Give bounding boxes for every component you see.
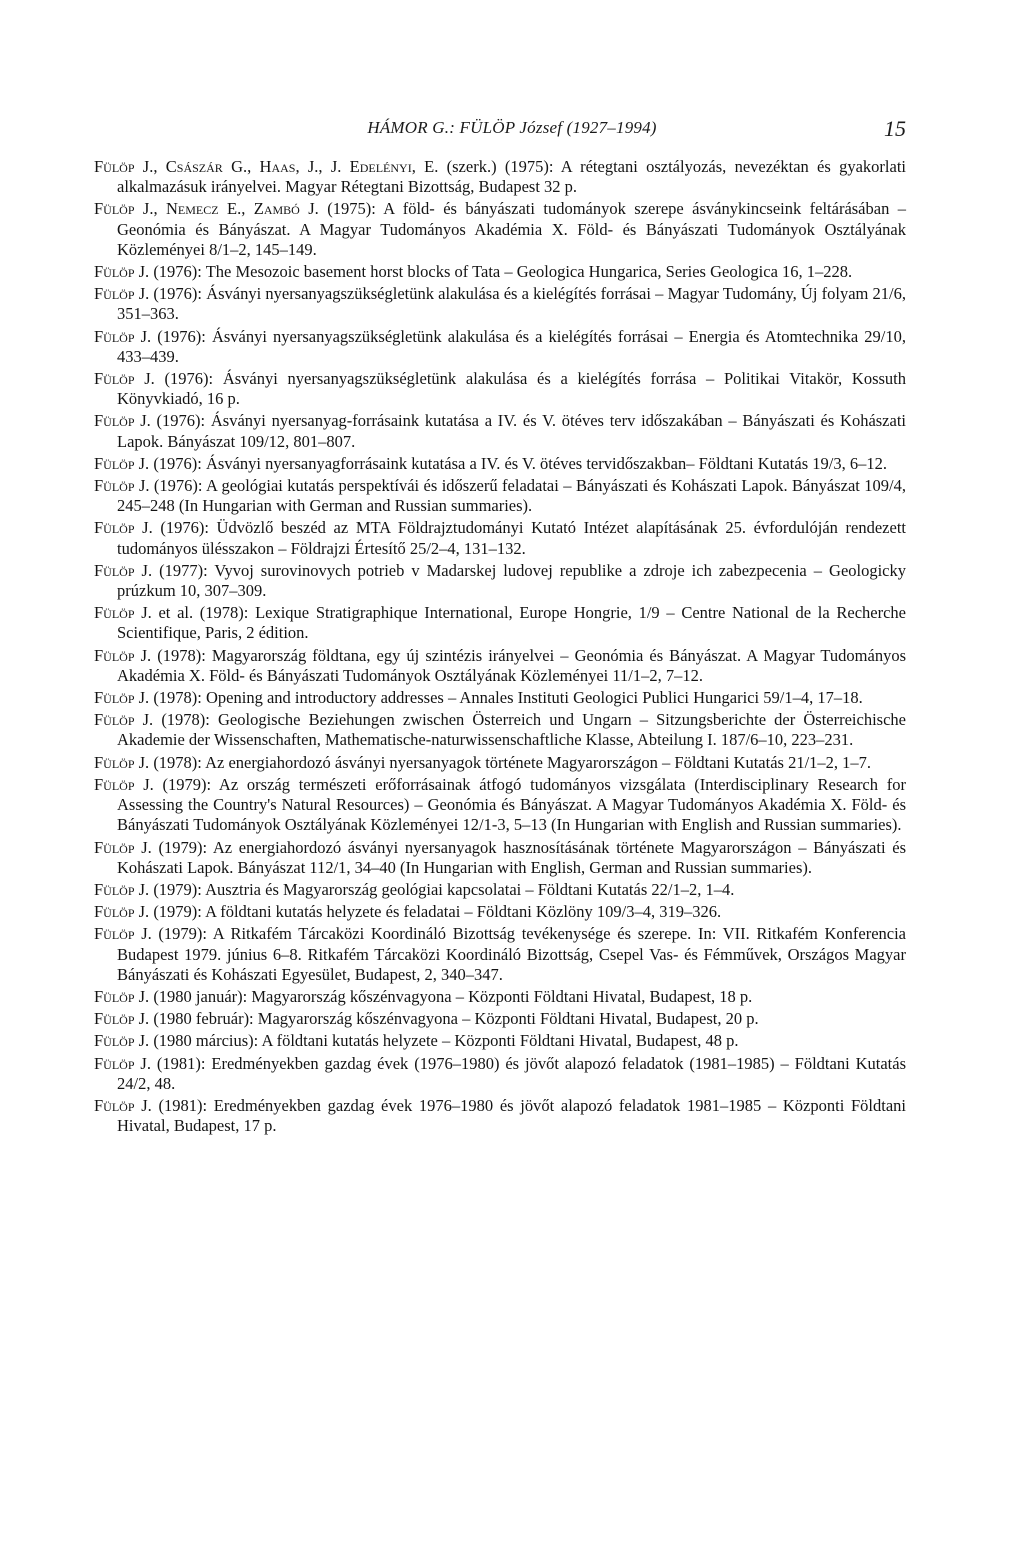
reference-author: Fülöp J. — [94, 688, 150, 708]
reference-author: Fülöp J. — [94, 262, 150, 282]
reference-entry — [94, 753, 906, 773]
reference-text: (1977): Vyvoj surovinovych potrieb v Madarskej ludovej republike a zdroje ich zabezpecenia – Geologicky prúzkum 10, 307–309. — [117, 560, 907, 601]
reference-author: Fülöp J. — [94, 879, 150, 899]
reference-text: (1976): Ásványi nyersanyag-forrásaink kutatása a IV. és V. ötéves terv időszakában – Bányászati és Kohászati Lapok. Bányászat 109/12, 801–807. — [117, 411, 906, 451]
reference-author: Fülöp J. — [94, 645, 152, 665]
reference-entry — [94, 924, 906, 985]
reference-author: Fülöp J., Császár G., Haas, J., J. Edelényi, E. — [94, 157, 439, 176]
reference-entry — [94, 1009, 906, 1029]
reference-text: (1980 február): Magyarország kőszénvagyona – Központi Földtani Hivatal, Budapest, 20 p. — [149, 1009, 759, 1029]
reference-entry — [94, 902, 906, 922]
reference-author: Fülöp J. — [94, 603, 152, 623]
reference-author: Fülöp J. — [94, 518, 153, 538]
reference-author: Fülöp J. — [94, 326, 152, 346]
reference-text: (1978): Opening and introductory addresses – Annales Instituti Geologici Publici Hungarici 59/1–4, 17–18. — [149, 688, 863, 708]
reference-entry — [94, 284, 906, 324]
reference-author: Fülöp J. — [94, 710, 154, 730]
reference-entry — [94, 157, 906, 197]
running-title: HÁMOR G.: FÜLÖP József (1927–1994) — [367, 118, 657, 137]
reference-author: Fülöp J. — [94, 476, 150, 496]
page-number: 15 — [884, 116, 906, 141]
reference-text: (1981): Eredményekben gazdag évek 1976–1980 és jövőt alapozó feladatok 1981–1985 – Központi Földtani Hivatal, Budapest, 17 p. — [117, 1095, 907, 1136]
reference-author: Fülöp J. — [94, 411, 151, 431]
reference-text: (1978): Az energiahordozó ásványi nyersanyagok története Magyarországon – Földtani Kutatás 21/1–2, 1–7. — [149, 752, 872, 772]
reference-text: (1976): A geológiai kutatás perspektívái és időszerű feladatai – Bányászati és Kohászati Lapok. Bányászat 109/4, 245–248 (In Hungarian with German and Russian summaries). — [117, 476, 907, 516]
reference-entry — [94, 262, 906, 282]
reference-text: (1980 január): Magyarország kőszénvagyona – Központi Földtani Hivatal, Budapest, 18 p. — [149, 986, 753, 1006]
reference-entry — [94, 710, 906, 750]
reference-author: Fülöp J. — [94, 1009, 150, 1029]
reference-text: (1981): Eredményekben gazdag évek (1976–1980) és jövőt alapozó feladatok (1981–1985) – Földtani Kutatás 24/2, 48. — [117, 1053, 906, 1093]
reference-text: (1976): Üdvözlő beszéd az MTA Földrajztudományi Kutató Intézet alapításának 25. évfordulóján rendezett tudományos ülésszakon – Földrajzi Értesítő 25/2–4, 131–132. — [117, 518, 906, 558]
reference-entry — [94, 518, 906, 558]
reference-entry — [94, 1054, 906, 1094]
reference-entry — [94, 476, 906, 516]
reference-author: Fülöp J. — [94, 837, 152, 857]
reference-text: (1978): Magyarország földtana, egy új szintézis irányelvei – Geonómia és Bányászat. A Magyar Tudományos Akadémia X. Föld- és Bányászati Tudományok Osztályának Közleményei 11/1–2, 7–12. — [117, 645, 907, 685]
reference-author: Fülöp J. — [94, 453, 150, 473]
reference-entry — [94, 838, 906, 878]
reference-author: Fülöp J. — [94, 752, 150, 772]
reference-text: (1976): Ásványi nyersanyagszükségletünk alakulása és a kielégítés forrásai – Magyar Tudomány, Új folyam 21/6, 351–363. — [117, 284, 906, 324]
reference-text: (1979): Az ország természeti erőforrásainak átfogó tudományos vizsgálata (Interdisciplinary Research for Assessing the Country's Natural Resources) – Geonómia és Bányászat. A Magyar Tudományos Akadémia X. Föld- és Bányászati Tudományok Osztályának Közleményei 12/1-3, 5–13 (In Hungarian with English and Russian summaries). — [117, 774, 906, 835]
reference-text: (1979): Ausztria és Magyarország geológiai kapcsolatai – Földtani Kutatás 22/1–2, 1–4. — [149, 879, 735, 899]
reference-entry — [94, 775, 906, 836]
reference-text: (1980 március): A földtani kutatás helyzete – Központi Földtani Hivatal, Budapest, 48 p. — [149, 1031, 739, 1051]
reference-entry — [94, 561, 906, 601]
reference-text: (1976): Ásványi nyersanyagszükségletünk alakulása és a kielégítés forrása – Politikai Vitakör, Kossuth Könyvkiadó, 16 p. — [117, 369, 907, 409]
reference-list — [94, 157, 906, 1138]
reference-author: Fülöp J. — [94, 1031, 150, 1051]
reference-entry — [94, 880, 906, 900]
reference-entry — [94, 688, 906, 708]
reference-text: (szerk.) (1975): A rétegtani osztályozás, nevezéktan és gyakorlati alkalmazásuk irányelvei. Magyar Rétegtani Bizottság, Budapest 32 p. — [117, 157, 906, 197]
reference-text: (1975): A föld- és bányászati tudományok szerepe ásványkincseink feltárásában – Geonómia és Bányászat. A Magyar Tudományos Akadémia X. Föld- és Bányászati Tudományok Osztályának Közleményei 8/1–2, 145–149. — [117, 199, 906, 259]
reference-text: et al. (1978): Lexique Stratigraphique International, Europe Hongrie, 1/9 – Centre National de la Recherche Scientifique, Paris, 2 édition. — [117, 603, 906, 643]
reference-text: (1978): Geologische Beziehungen zwischen Österreich und Ungarn – Sitzungsberichte der Österreichische Akademie der Wissenschaften, Mathematische-naturwissenschaftliche Klasse, Abteilung I. 187/6–10, 223–231. — [117, 710, 906, 750]
reference-text: (1976): Ásványi nyersanyagszükségletünk alakulása és a kielégítés forrásai – Energia és Atomtechnika 29/10, 433–439. — [117, 326, 907, 366]
reference-author: Fülöp J. — [94, 1053, 151, 1073]
reference-entry — [94, 369, 906, 409]
reference-entry — [94, 411, 906, 451]
reference-author: Fülöp J. — [94, 1095, 152, 1115]
reference-text: (1979): A Ritkafém Tárcaközi Koordináló Bizottság tevékenysége és szerepe. In: VII. Ritkafém Konferencia Budapest 1979. június 6–8. Ritkafém Tárcaközi Koordináló Bizottság, Csepel Vas- és Fémművek, Országos Magyar Bányászati és Kohászati Egyesület, Budapest, 2, 340–347. — [117, 924, 906, 984]
reference-author: Fülöp J., Nemecz E., Zambó J. — [94, 199, 319, 219]
reference-entry — [94, 327, 906, 367]
reference-author: Fülöp J. — [94, 986, 150, 1006]
reference-entry — [94, 646, 906, 686]
reference-entry — [94, 987, 906, 1007]
reference-entry — [94, 1031, 906, 1051]
reference-entry — [94, 603, 906, 643]
reference-author: Fülöp J. — [94, 560, 153, 580]
reference-text: (1979): Az energiahordozó ásványi nyersanyagok hasznosításának története Magyarországon – Bányászati és Kohászati Lapok. Bányászat 112/1, 34–40 (In Hungarian with English, German and Russian summaries). — [117, 837, 906, 877]
reference-text: (1976): The Mesozoic basement horst blocks of Tata – Geologica Hungarica, Series Geologica 16, 1–228. — [149, 262, 853, 282]
reference-text: (1979): A földtani kutatás helyzete és feladatai – Földtani Közlöny 109/3–4, 319–326. — [149, 902, 722, 922]
reference-entry — [94, 199, 906, 260]
page-header — [0, 116, 1024, 146]
reference-author: Fülöp J. — [94, 902, 150, 922]
reference-entry — [94, 1096, 906, 1136]
reference-author: Fülöp J. — [94, 924, 152, 944]
reference-text: (1976): Ásványi nyersanyagforrásaink kutatása a IV. és V. ötéves tervidőszakban– Földtani Kutatás 19/3, 6–12. — [149, 453, 887, 473]
reference-author: Fülöp J. — [94, 284, 150, 304]
reference-author: Fülöp J. — [94, 774, 154, 794]
reference-author: Fülöp J. — [94, 369, 155, 389]
reference-entry — [94, 454, 906, 474]
